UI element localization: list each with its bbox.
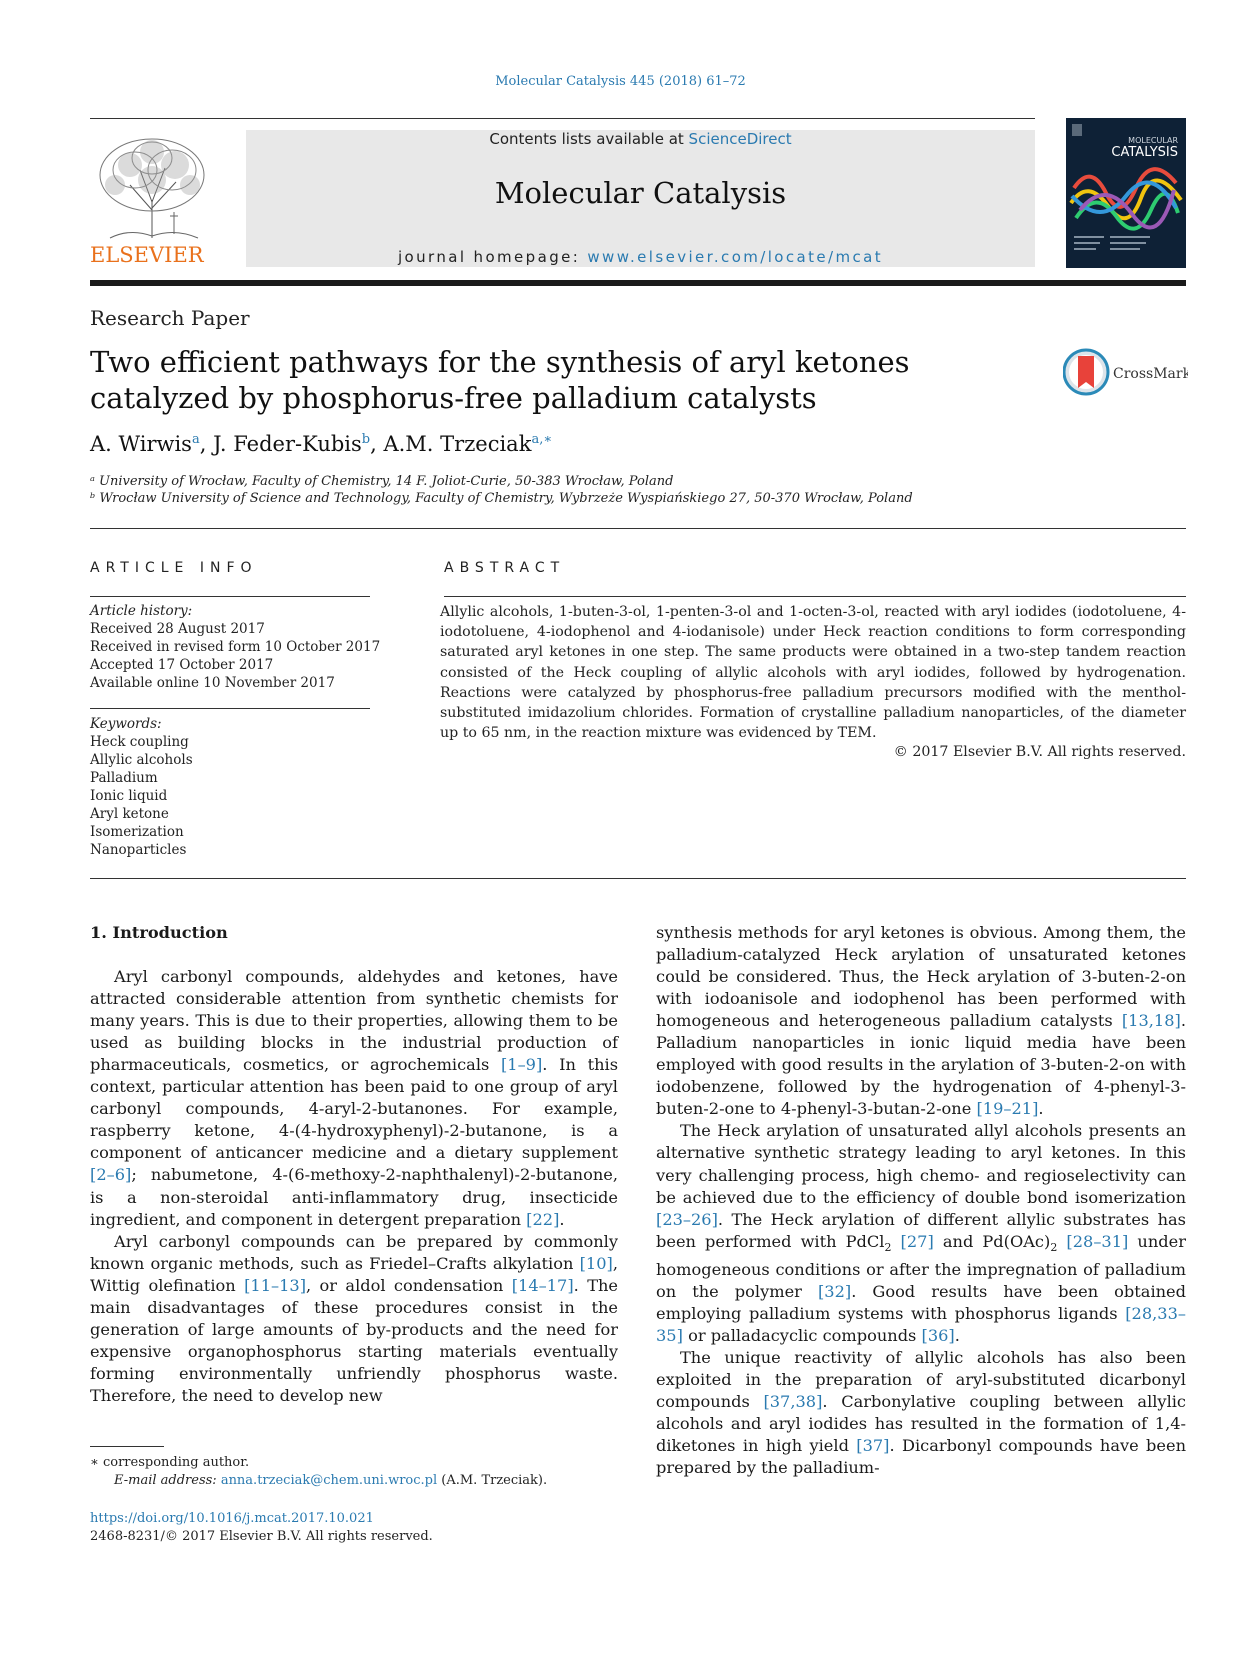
text-run: . In this context, particular attention has been paid to one group of aryl carbonyl compounds, 4-aryl-2-butanones. For example, raspberry ketone, 4-(4-hydroxyphenyl)-2-butanone, is a component of anticancer medicine and a dietary supplement (90, 1055, 619, 1163)
right-paragraphs (656, 922, 1186, 1479)
text-run: . The Heck arylation of different allylic substrates has been performed with PdCl (656, 1209, 1186, 1251)
crossmark-badge[interactable] (1063, 348, 1188, 398)
affiliation-a: ᵃ University of Wrocław, Faculty of Chemistry, 14 F. Joliot-Curie, 50-383 Wrocław, Poland (90, 474, 674, 489)
keyword: Isomerization (90, 824, 184, 840)
author-name[interactable]: A. Wirwis (90, 432, 192, 456)
text-run: . Palladium nanoparticles in ionic liquid media have been employed with good results in the arylation of 3-buten-2-on with iodobenzene, followed by the hydrogenation of 4-phenyl-3-buten-2-one to 4-phenyl-3-butan-2-one (656, 1011, 1186, 1119)
sciencedirect-link[interactable]: ScienceDirect (688, 130, 792, 148)
svg-text:MOLECULAR: MOLECULAR (1128, 136, 1178, 145)
citation-link[interactable]: [32] (817, 1281, 852, 1301)
keyword: Allylic alcohols (90, 752, 193, 768)
text-run (891, 1232, 900, 1251)
keyword: Palladium (90, 770, 158, 786)
article-info-rule (90, 596, 370, 597)
citation-link[interactable]: [27] (900, 1231, 934, 1251)
citation-link[interactable]: [2–6] (90, 1165, 132, 1185)
body-rule (90, 878, 1186, 879)
body-paragraph (90, 1231, 618, 1407)
text-run: Aryl carbonyl compounds can be prepared by commonly known organic methods, such as Friedel–Crafts alkylation (90, 1231, 618, 1273)
text-run: Aryl carbonyl compounds, aldehydes and ketones, have attracted considerable attention from synthetic chemists for many years. This is due to their properties, allowing them to be used as building blocks in the industrial production of pharmaceuticals, cosmetics, or agrochemicals (90, 967, 618, 1075)
journal-header-box (246, 130, 1035, 267)
paper-type: Research Paper (90, 306, 250, 330)
keywords-block (90, 715, 193, 859)
elsevier-logo[interactable] (90, 130, 215, 270)
citation-link[interactable]: [37] (856, 1436, 890, 1456)
email-suffix: (A.M. Trzeciak). (437, 1473, 548, 1488)
issn-line: 2468-8231/© 2017 Elsevier B.V. All rights reserved. (90, 1529, 433, 1544)
author-affil-mark[interactable]: b (361, 432, 371, 447)
history-item: Accepted 17 October 2017 (90, 657, 274, 673)
citation-link[interactable]: [13,18] (1121, 1011, 1181, 1031)
footnote-rule (90, 1446, 164, 1447)
text-run: . (559, 1209, 565, 1229)
citation-link[interactable]: [37,38] (763, 1392, 823, 1412)
text-run: . (1038, 1099, 1044, 1119)
corresponding-author-note: ∗ corresponding author. (90, 1455, 250, 1470)
citation-link[interactable]: [28–31] (1066, 1231, 1129, 1251)
citation-link[interactable]: [19–21] (976, 1099, 1039, 1119)
text-run: , Wittig olefination (90, 1253, 618, 1295)
history-item: Received 28 August 2017 (90, 621, 265, 637)
author-name[interactable]: A.M. Trzeciak (383, 432, 532, 456)
contents-prefix: Contents lists available at (489, 130, 689, 148)
text-run: . The main disadvantages of these procedures consist in the generation of large amounts of by-products and the need for expensive organophosphorus starting materials eventually forming environmentally unfriendly phosphorus waste. Therefore, the need to develop new (90, 1275, 618, 1405)
email-link[interactable]: anna.trzeciak@chem.uni.wroc.pl (220, 1473, 438, 1488)
text-run: ; nabumetone, 4-(6-methoxy-2-naphthalenyl)-2-butanone, is a non-steroidal anti-inflammatory drug, insecticide ingredient, and component in detergent preparation (90, 1165, 618, 1229)
text-run: , or aldol condensation (306, 1275, 512, 1295)
history-label: Article history: (90, 603, 193, 619)
journal-title: Molecular Catalysis (494, 176, 787, 210)
body-paragraph (656, 922, 1186, 1120)
abstract-copyright: © 2017 Elsevier B.V. All rights reserved. (893, 744, 1186, 760)
cover-art-icon (1066, 118, 1186, 268)
text-run: The Heck arylation of unsaturated allyl alcohols presents an alternative synthetic strategy leading to aryl ketones. In this very challenging process, high chemo- and regioselectivity can be achieved due to the efficiency of double bond isomerization (656, 1121, 1186, 1207)
subscript: 2 (1050, 1240, 1058, 1254)
body-column-left (90, 922, 618, 1407)
text-run: synthesis methods for aryl ketones is obvious. Among them, the palladium-catalyzed Heck arylation of unsaturated ketones could be considered. Thus, the Heck arylation of 3-buten-2-on with iodoanisole and iodophenol has been performed with homogeneous and heterogeneous palladium catalysts (656, 923, 1186, 1031)
contents-line (246, 130, 1035, 148)
author-affil-mark[interactable]: a,∗ (531, 432, 553, 447)
top-rule (90, 118, 1035, 119)
citation-link[interactable]: [14–17] (511, 1275, 574, 1295)
section-heading: 1. Introduction (90, 923, 228, 942)
text-run: . (954, 1326, 960, 1346)
journal-cover[interactable] (1066, 118, 1186, 268)
keywords-rule (90, 708, 370, 709)
citation-link[interactable]: [1–9] (500, 1055, 543, 1075)
abstract-rule (444, 596, 1186, 597)
header-thick-rule (90, 280, 1186, 286)
text-run: . Carbonylative coupling between allylic alcohols and aryl iodides has resulted in the formation of 1,4-diketones in high yield (656, 1392, 1186, 1456)
doi-block (90, 1510, 433, 1546)
left-paragraphs (90, 966, 618, 1407)
citation-link[interactable]: [36] (921, 1326, 955, 1346)
body-paragraph (656, 1347, 1186, 1479)
affiliation-b: ᵇ Wrocław University of Science and Technology, Faculty of Chemistry, Wybrzeże Wyspiańskiego 27, 50-370 Wrocław, Poland (90, 491, 913, 506)
subscript: 2 (884, 1240, 892, 1254)
elsevier-tree-icon (90, 130, 215, 270)
citation-link[interactable]: [22] (526, 1209, 560, 1229)
text-run: or palladacyclic compounds (682, 1326, 922, 1346)
author-affil-mark[interactable]: a (191, 432, 200, 447)
body-paragraph (656, 1120, 1186, 1347)
svg-text:CATALYSIS: CATALYSIS (1111, 145, 1178, 160)
body-paragraph (90, 966, 618, 1231)
crossmark-icon (1063, 348, 1188, 398)
journal-reference[interactable]: Molecular Catalysis 445 (2018) 61–72 (495, 74, 746, 89)
citation-link[interactable]: [10] (579, 1253, 613, 1273)
keywords-label: Keywords: (90, 716, 162, 732)
text-run: and Pd(OAc) (933, 1231, 1051, 1251)
article-info-heading: ARTICLE INFO (90, 560, 258, 576)
citation-link[interactable]: [11–13] (244, 1275, 307, 1295)
article-history (90, 602, 380, 692)
email-label: E-mail address: (114, 1473, 221, 1488)
text-run: . Good results have been obtained employing palladium systems with phosphorus ligands (656, 1281, 1186, 1324)
homepage-prefix: journal homepage: (397, 248, 588, 266)
history-item: Available online 10 November 2017 (90, 675, 335, 691)
abstract-heading: ABSTRACT (444, 560, 566, 576)
homepage-link[interactable]: www.elsevier.com/locate/mcat (587, 248, 884, 266)
text-run: The unique reactivity of allylic alcohols has also been exploited in the preparation of aryl-substituted dicarbonyl compounds (656, 1348, 1186, 1412)
history-item: Received in revised form 10 October 2017 (90, 639, 381, 655)
abstract-text: Allylic alcohols, 1-buten-3-ol, 1-penten-3-ol and 1-octen-3-ol, reacted with aryl iodides (iodotoluene, 4-iodotoluene, 4-iodophenol and 4-iodanisole) under Heck reaction conditions to form corresponding saturated aryl ketones in one step. The same products were obtained in a two-step tandem reaction consisted of the Heck coupling of allylic alcohols with aryl iodides, followed by hydrogenation. Reactions were catalyzed by phosphorus-free palladium precursors modified with the menthol-substituted imidazolium chlorides. Formation of crystalline palladium nanoparticles, of the diameter up to 65 nm, in the reaction mixture was evidenced by TEM. (440, 604, 1186, 742)
keyword: Heck coupling (90, 734, 189, 750)
doi-link[interactable]: https://doi.org/10.1016/j.mcat.2017.10.021 (90, 1511, 374, 1526)
citation-link[interactable]: [28,33–35] (656, 1304, 1186, 1346)
svg-text:CrossMark: CrossMark (1113, 366, 1188, 382)
keyword: Ionic liquid (90, 788, 168, 804)
citation-link[interactable]: [23–26] (656, 1209, 718, 1229)
author-list: A. Wirwis$^a$, J. Feder-Kubis$^b$, A.M. Trzeciak$^{a,∗}$ (90, 432, 553, 456)
paper-title: Two efficient pathways for the synthesis of aryl ketones catalyzed by phosphorus-free palladium catalysts (90, 345, 910, 415)
homepage-line (246, 248, 1035, 266)
body-column-right (656, 922, 1186, 1479)
keyword: Nanoparticles (90, 842, 187, 858)
email-line (90, 1472, 547, 1490)
text-run: under homogeneous conditions or after the impregnation of palladium on the polymer (656, 1231, 1186, 1301)
elsevier-wordmark: ELSEVIER (90, 243, 204, 267)
footnote (90, 1454, 547, 1490)
section-rule (90, 528, 1186, 529)
text-run: . Dicarbonyl compounds have been prepared by the palladium- (656, 1436, 1186, 1478)
keyword: Aryl ketone (90, 806, 169, 822)
author-name[interactable]: J. Feder-Kubis (213, 432, 362, 456)
